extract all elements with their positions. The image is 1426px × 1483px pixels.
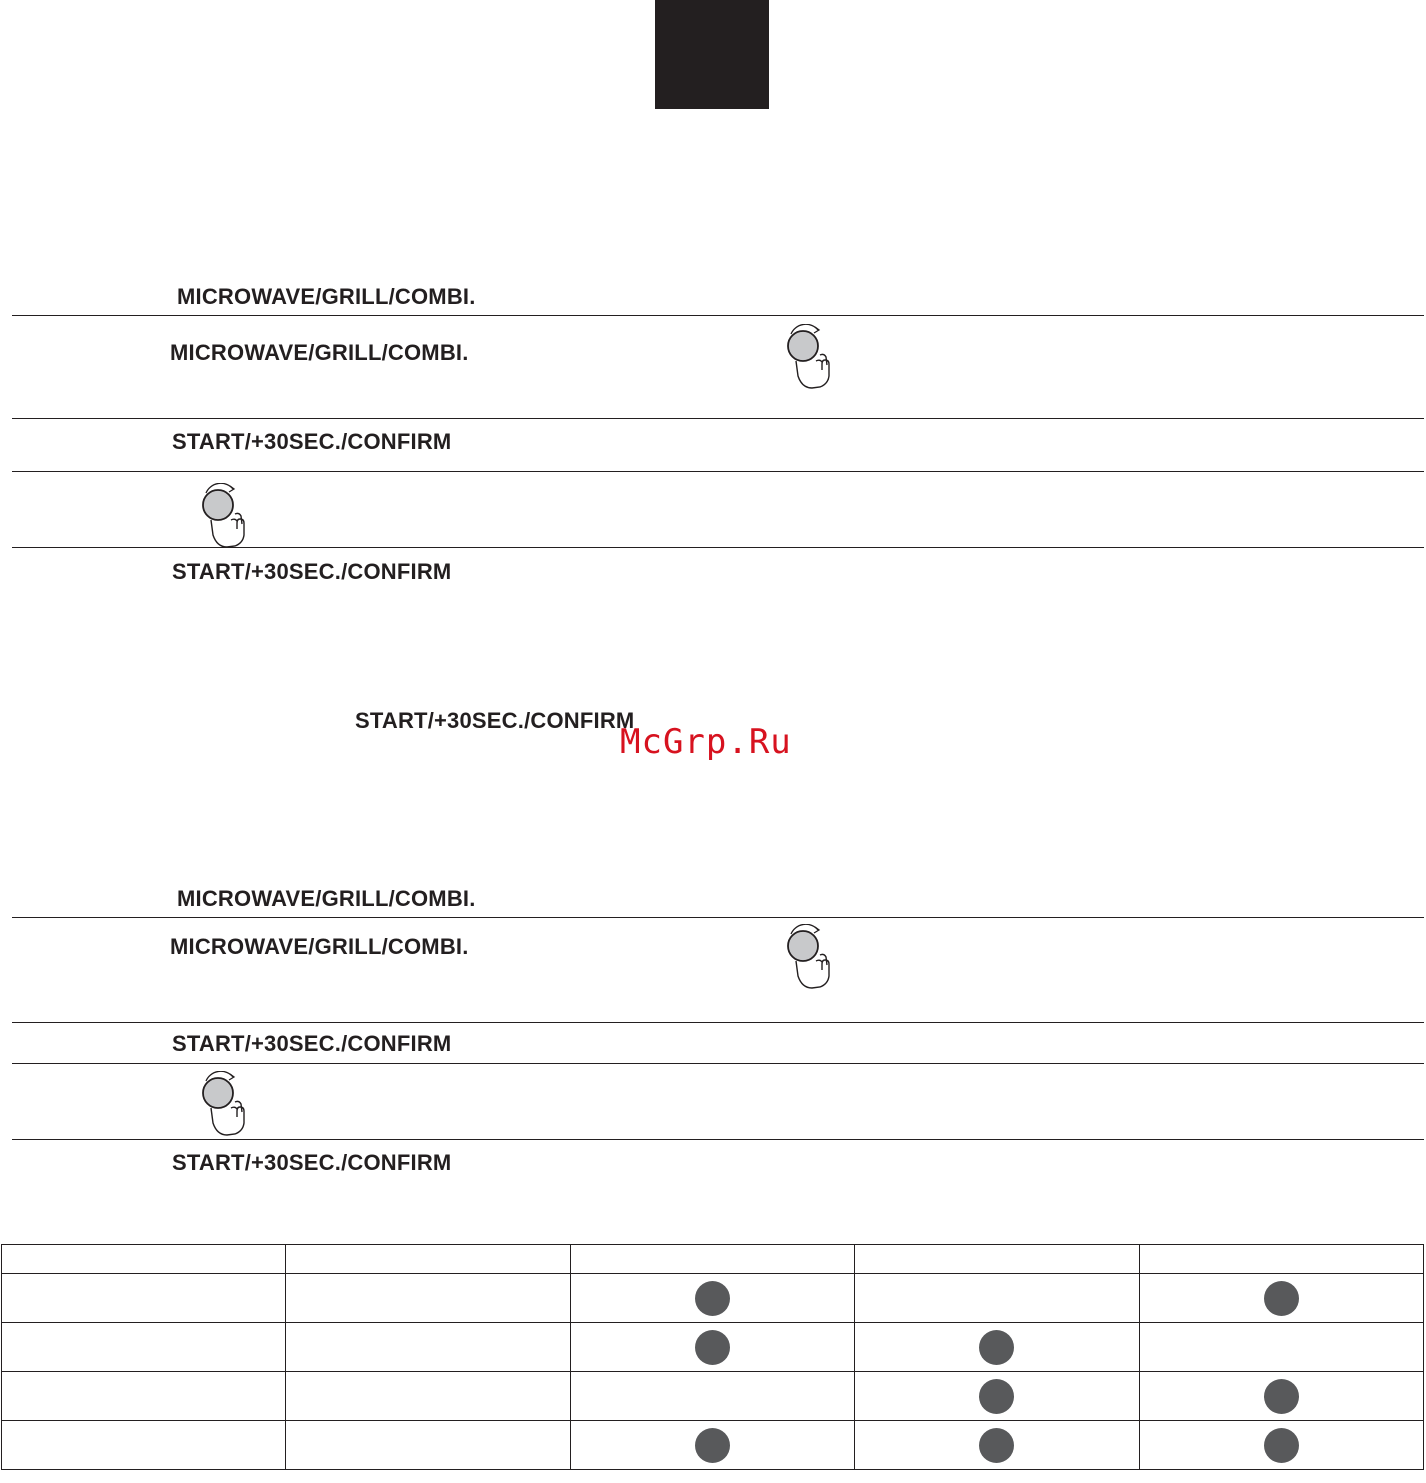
cooking-mode-indicator-table xyxy=(1,1244,1424,1470)
indicator-dot-icon xyxy=(695,1281,730,1316)
divider xyxy=(12,315,1424,316)
table-cell xyxy=(2,1274,286,1323)
table-cell xyxy=(2,1421,286,1470)
divider xyxy=(12,471,1424,472)
table-cell xyxy=(1139,1274,1423,1323)
start-confirm-step-4b: START/+30SEC./CONFIRM xyxy=(172,1150,452,1175)
indicator-dot-icon xyxy=(979,1330,1014,1365)
table-cell xyxy=(286,1372,570,1421)
divider xyxy=(12,1139,1424,1140)
table-cell xyxy=(286,1421,570,1470)
table-cell xyxy=(570,1323,854,1372)
start-confirm-note: START/+30SEC./CONFIRM xyxy=(355,708,635,733)
start-confirm-step-2: START/+30SEC./CONFIRM xyxy=(172,429,452,454)
table-header-cell xyxy=(855,1245,1139,1274)
table-cell xyxy=(570,1421,854,1470)
rotary-knob-hand-icon xyxy=(195,483,253,549)
rotary-knob-hand-icon xyxy=(195,1071,253,1137)
table-cell xyxy=(1139,1421,1423,1470)
table-cell xyxy=(855,1372,1139,1421)
table-cell xyxy=(1139,1323,1423,1372)
divider xyxy=(12,547,1424,548)
table-header-cell xyxy=(286,1245,570,1274)
table-cell xyxy=(2,1323,286,1372)
table-cell xyxy=(855,1274,1139,1323)
indicator-dot-icon xyxy=(695,1428,730,1463)
rotary-knob-hand-icon xyxy=(780,324,838,390)
indicator-dot-icon xyxy=(979,1428,1014,1463)
microwave-grill-combi-heading-2: MICROWAVE/GRILL/COMBI. xyxy=(177,886,476,911)
table-row xyxy=(2,1372,1424,1421)
indicator-dot-icon xyxy=(1264,1281,1299,1316)
indicator-dot-icon xyxy=(979,1379,1014,1414)
indicator-dot-icon xyxy=(1264,1428,1299,1463)
divider xyxy=(12,418,1424,419)
section-tab-block xyxy=(655,0,769,109)
table-header-cell xyxy=(570,1245,854,1274)
table-cell xyxy=(286,1323,570,1372)
indicator-dot-icon xyxy=(695,1330,730,1365)
table-cell xyxy=(855,1323,1139,1372)
table-cell xyxy=(286,1274,570,1323)
table-header-cell xyxy=(1139,1245,1423,1274)
indicator-dot-icon xyxy=(1264,1379,1299,1414)
divider xyxy=(12,1022,1424,1023)
microwave-grill-combi-step-1b: MICROWAVE/GRILL/COMBI. xyxy=(170,934,469,959)
rotary-knob-hand-icon xyxy=(780,924,838,990)
table-cell xyxy=(570,1372,854,1421)
table-header-row xyxy=(2,1245,1424,1274)
start-confirm-step-2b: START/+30SEC./CONFIRM xyxy=(172,1031,452,1056)
watermark: McGrp.Ru xyxy=(620,722,792,762)
divider xyxy=(12,917,1424,918)
table-cell xyxy=(855,1421,1139,1470)
divider xyxy=(12,1063,1424,1064)
table-cell xyxy=(1139,1372,1423,1421)
start-confirm-step-4: START/+30SEC./CONFIRM xyxy=(172,559,452,584)
table-row xyxy=(2,1323,1424,1372)
microwave-grill-combi-heading-1: MICROWAVE/GRILL/COMBI. xyxy=(177,284,476,309)
table-header-cell xyxy=(2,1245,286,1274)
table-row xyxy=(2,1421,1424,1470)
table-cell xyxy=(2,1372,286,1421)
microwave-grill-combi-step-1: MICROWAVE/GRILL/COMBI. xyxy=(170,340,469,365)
table-row xyxy=(2,1274,1424,1323)
table-cell xyxy=(570,1274,854,1323)
